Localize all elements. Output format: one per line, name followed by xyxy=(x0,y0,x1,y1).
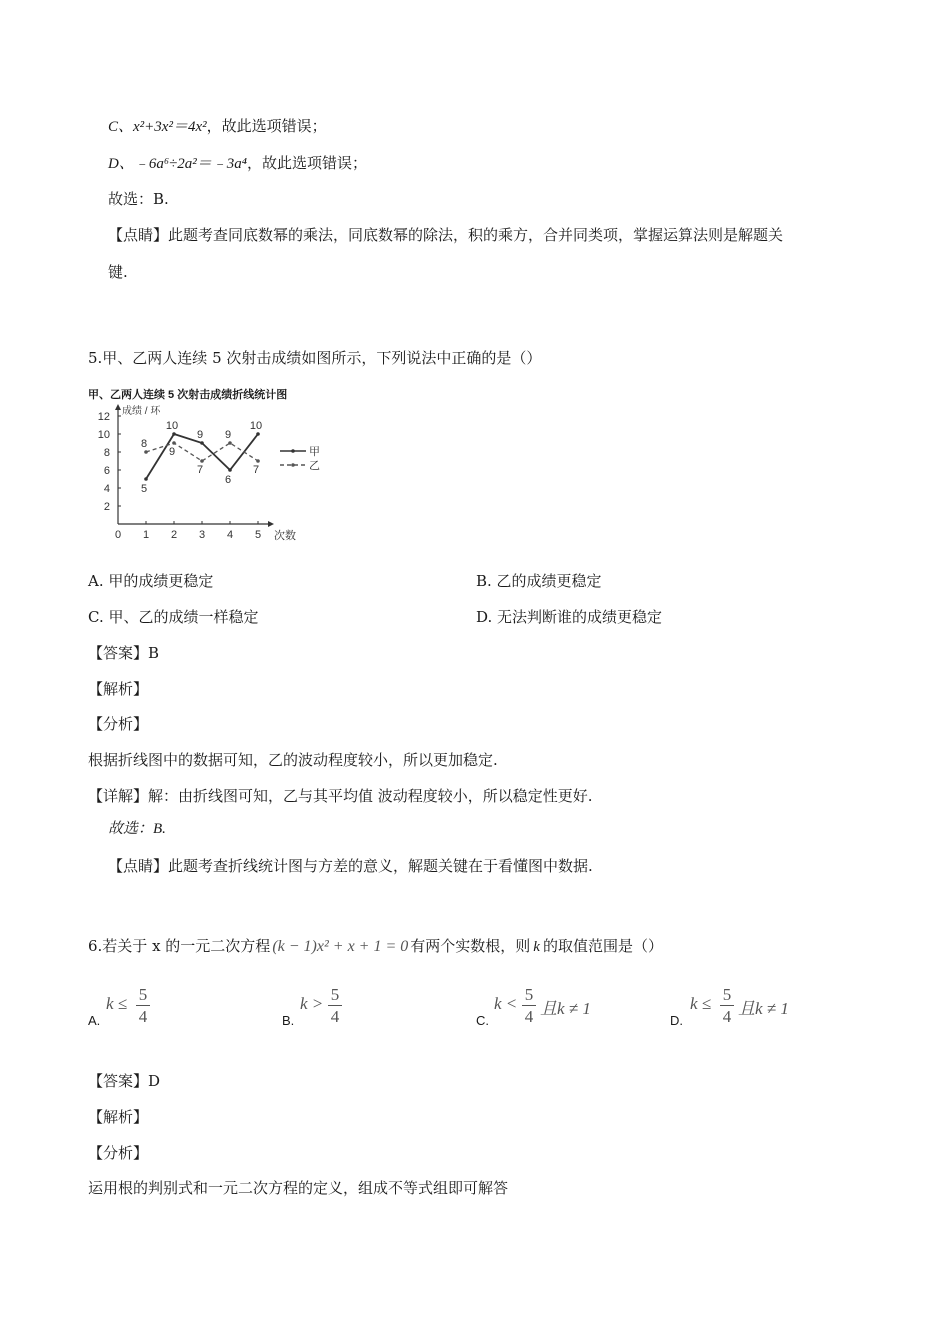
data-label: 9 xyxy=(196,429,204,441)
data-label: 10 xyxy=(249,420,263,432)
q6-analysis: 运用根的判别式和一元二次方程的定义，组成不等式组即可解答 xyxy=(88,1179,509,1197)
option-inequality: k > xyxy=(300,994,324,1013)
data-label: 10 xyxy=(165,420,179,432)
y-tick-label: 6 xyxy=(103,465,110,477)
option-inequality: k ≤ xyxy=(106,994,128,1013)
fraction-numerator: 5 xyxy=(138,985,148,1004)
fraction-denominator: 4 xyxy=(330,1007,340,1026)
data-label: 8 xyxy=(140,438,148,450)
data-point xyxy=(144,477,148,481)
legend-marker xyxy=(291,463,295,467)
data-point xyxy=(256,432,260,436)
math-expression: ﹣6a⁶÷2a²＝﹣3a⁴ xyxy=(133,156,248,172)
data-point xyxy=(172,432,176,436)
option-condition: 且k ≠ 1 xyxy=(540,999,591,1018)
fraction-bar xyxy=(328,1005,342,1006)
q5-detail: 【详解】解：由折线图可知，乙与其平均值 波动程度较小，所以稳定性更好. xyxy=(88,787,593,805)
data-point xyxy=(256,459,260,463)
option-c-solution-line xyxy=(108,116,327,137)
y-tick-label: 2 xyxy=(103,501,110,513)
q5-fenxi-heading: 【分析】 xyxy=(88,715,149,733)
option-inequality: k < xyxy=(494,994,518,1013)
q5-stem: 5.甲、乙两人连续 5 次射击成绩如图所示，下列说法中正确的是（） xyxy=(88,349,542,367)
data-point xyxy=(144,450,148,454)
data-point xyxy=(172,441,176,445)
option-letter: B. xyxy=(282,1013,295,1028)
option-inequality: k ≤ xyxy=(690,994,712,1013)
chart-title: 甲、乙两人连续 5 次射击成绩折线统计图 xyxy=(88,389,288,401)
y-tick-label: 10 xyxy=(97,429,110,441)
y-tick-label: 8 xyxy=(103,447,110,459)
option-condition: 且k ≠ 1 xyxy=(738,999,789,1018)
q5-analysis: 根据折线图中的数据可知，乙的波动程度较小，所以更加稳定. xyxy=(88,751,498,769)
data-label: 9 xyxy=(168,446,176,458)
x-axis-label: 次数 xyxy=(274,530,296,542)
chart-plot xyxy=(88,384,348,544)
q5-answer: 【答案】B xyxy=(88,644,160,662)
x-tick-label: 4 xyxy=(226,529,234,541)
math-expression: x²+3x²＝4x² xyxy=(133,119,207,135)
fraction-numerator: 5 xyxy=(524,985,534,1004)
q6-option-a[interactable] xyxy=(88,985,268,1035)
fraction-numerator: 5 xyxy=(330,985,340,1004)
q5-choose: 故选：B. xyxy=(108,821,166,837)
fraction-bar xyxy=(522,1005,536,1006)
q6-variable-k: k xyxy=(533,939,540,955)
solution-text: ，故此选项错误； xyxy=(206,117,327,135)
q6-stem-start: 6.若关于 x 的一元二次方程 xyxy=(88,937,271,955)
data-label: 5 xyxy=(140,483,148,495)
q6-option-b[interactable] xyxy=(282,985,462,1035)
y-tick-label: 4 xyxy=(103,483,110,495)
data-label: 9 xyxy=(224,429,232,441)
solution-text: ，故此选项错误； xyxy=(247,154,368,172)
q6-stem xyxy=(88,936,663,957)
q4-note-line-2: 键. xyxy=(108,263,128,281)
fraction-bar xyxy=(720,1005,734,1006)
q4-choose-line: 故选：B. xyxy=(108,190,169,208)
data-point xyxy=(228,441,232,445)
q5-option-a[interactable]: A. 甲的成绩更稳定 xyxy=(88,572,214,590)
option-letter: D. xyxy=(670,1013,683,1028)
q6-option-d[interactable] xyxy=(670,985,870,1035)
y-tick-label: 12 xyxy=(97,411,110,423)
q5-option-c[interactable]: C. 甲、乙的成绩一样稳定 xyxy=(88,608,259,626)
legend-label: 甲 xyxy=(309,446,320,458)
q6-equation: (k − 1)x² + x + 1 = 0 xyxy=(272,938,409,955)
x-tick-label: 5 xyxy=(254,529,262,541)
q6-fenxi-heading: 【分析】 xyxy=(88,1144,149,1162)
option-d-solution-line xyxy=(108,153,367,174)
option-letter: C. xyxy=(476,1013,489,1028)
option-label: C、 xyxy=(108,119,134,135)
data-point xyxy=(228,468,232,472)
q5-option-b[interactable]: B. 乙的成绩更稳定 xyxy=(476,572,602,590)
y-axis-label: 成绩 / 环 xyxy=(122,406,161,417)
legend-marker xyxy=(291,449,295,453)
data-point xyxy=(200,441,204,445)
score-line-chart xyxy=(88,384,348,544)
fraction-bar xyxy=(136,1005,150,1006)
x-tick-label: 3 xyxy=(198,529,206,541)
q6-option-c[interactable] xyxy=(476,985,666,1035)
q5-note: 【点睛】此题考查折线统计图与方差的意义，解题关键在于看懂图中数据. xyxy=(108,857,593,875)
data-label: 6 xyxy=(224,474,232,486)
x-tick-label: 1 xyxy=(142,529,150,541)
legend-label: 乙 xyxy=(309,460,320,472)
q5-jiexi-heading: 【解析】 xyxy=(88,680,149,698)
fraction-denominator: 4 xyxy=(138,1007,148,1026)
x-axis-arrow xyxy=(268,521,274,527)
y-axis-arrow xyxy=(115,404,121,410)
fraction-numerator: 5 xyxy=(722,985,732,1004)
x-tick-label: 2 xyxy=(170,529,178,541)
fraction-denominator: 4 xyxy=(524,1007,534,1026)
x-tick-label: 0 xyxy=(114,529,122,541)
q5-option-d[interactable]: D. 无法判断谁的成绩更稳定 xyxy=(476,608,663,626)
q6-stem-end: 的取值范围是（） xyxy=(542,937,663,955)
q4-note-line-1: 【点睛】此题考查同底数幂的乘法，同底数幂的除法，积的乘方，合并同类项，掌握运算法则是解题关 xyxy=(108,226,784,244)
option-letter: A. xyxy=(88,1013,101,1028)
data-point xyxy=(200,459,204,463)
option-label: D、 xyxy=(108,156,134,172)
fraction-denominator: 4 xyxy=(722,1007,732,1026)
q6-answer: 【答案】D xyxy=(88,1072,161,1090)
data-label: 7 xyxy=(196,464,204,476)
q6-stem-middle: 有两个实数根，则 xyxy=(410,937,531,955)
data-label: 7 xyxy=(252,464,260,476)
q6-jiexi-heading: 【解析】 xyxy=(88,1108,149,1126)
